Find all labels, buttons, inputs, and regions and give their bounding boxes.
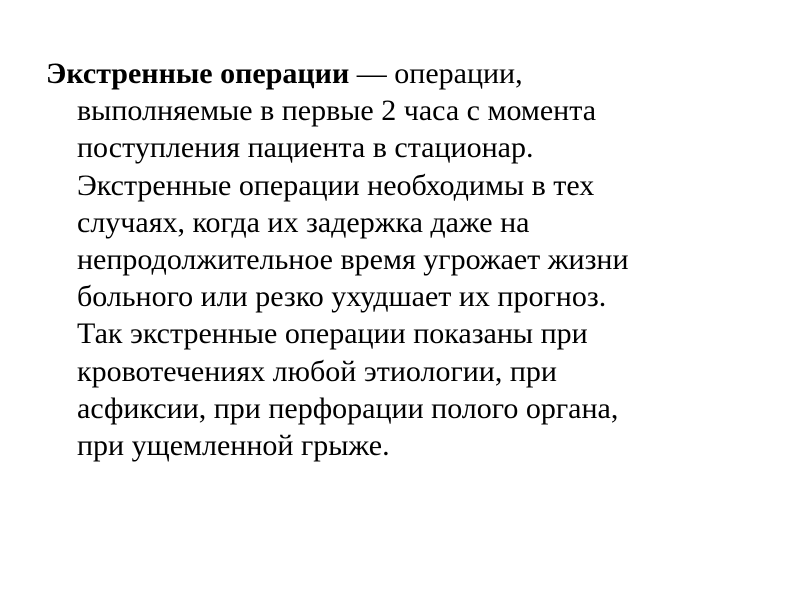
paragraph-first-line: [46, 55, 766, 92]
paragraph-line: при ущемленной грыже.: [77, 429, 390, 463]
paragraph-line: случаях, когда их задержка даже на: [77, 205, 530, 239]
paragraph-line: асфиксии, при перфорации полого органа,: [77, 391, 619, 425]
paragraph-line: больного или резко ухудшает их прогноз.: [77, 280, 607, 314]
paragraph-line: Экстренные операции необходимы в тех: [77, 168, 595, 202]
term-emergency-operations: Экстренные операции: [46, 57, 350, 90]
paragraph-line: непродолжительное время угрожает жизни: [77, 243, 629, 277]
paragraph-line: кровотечениях любой этиологии, при: [77, 354, 557, 388]
paragraph-line: поступления пациента в стационар.: [77, 131, 534, 165]
definition-paragraph: [46, 55, 766, 464]
definition-lead: — операции,: [349, 57, 523, 90]
paragraph-line: Так экстренные операции показаны при: [77, 317, 588, 351]
paragraph-line: выполняемые в первые 2 часа с момента: [77, 94, 597, 128]
